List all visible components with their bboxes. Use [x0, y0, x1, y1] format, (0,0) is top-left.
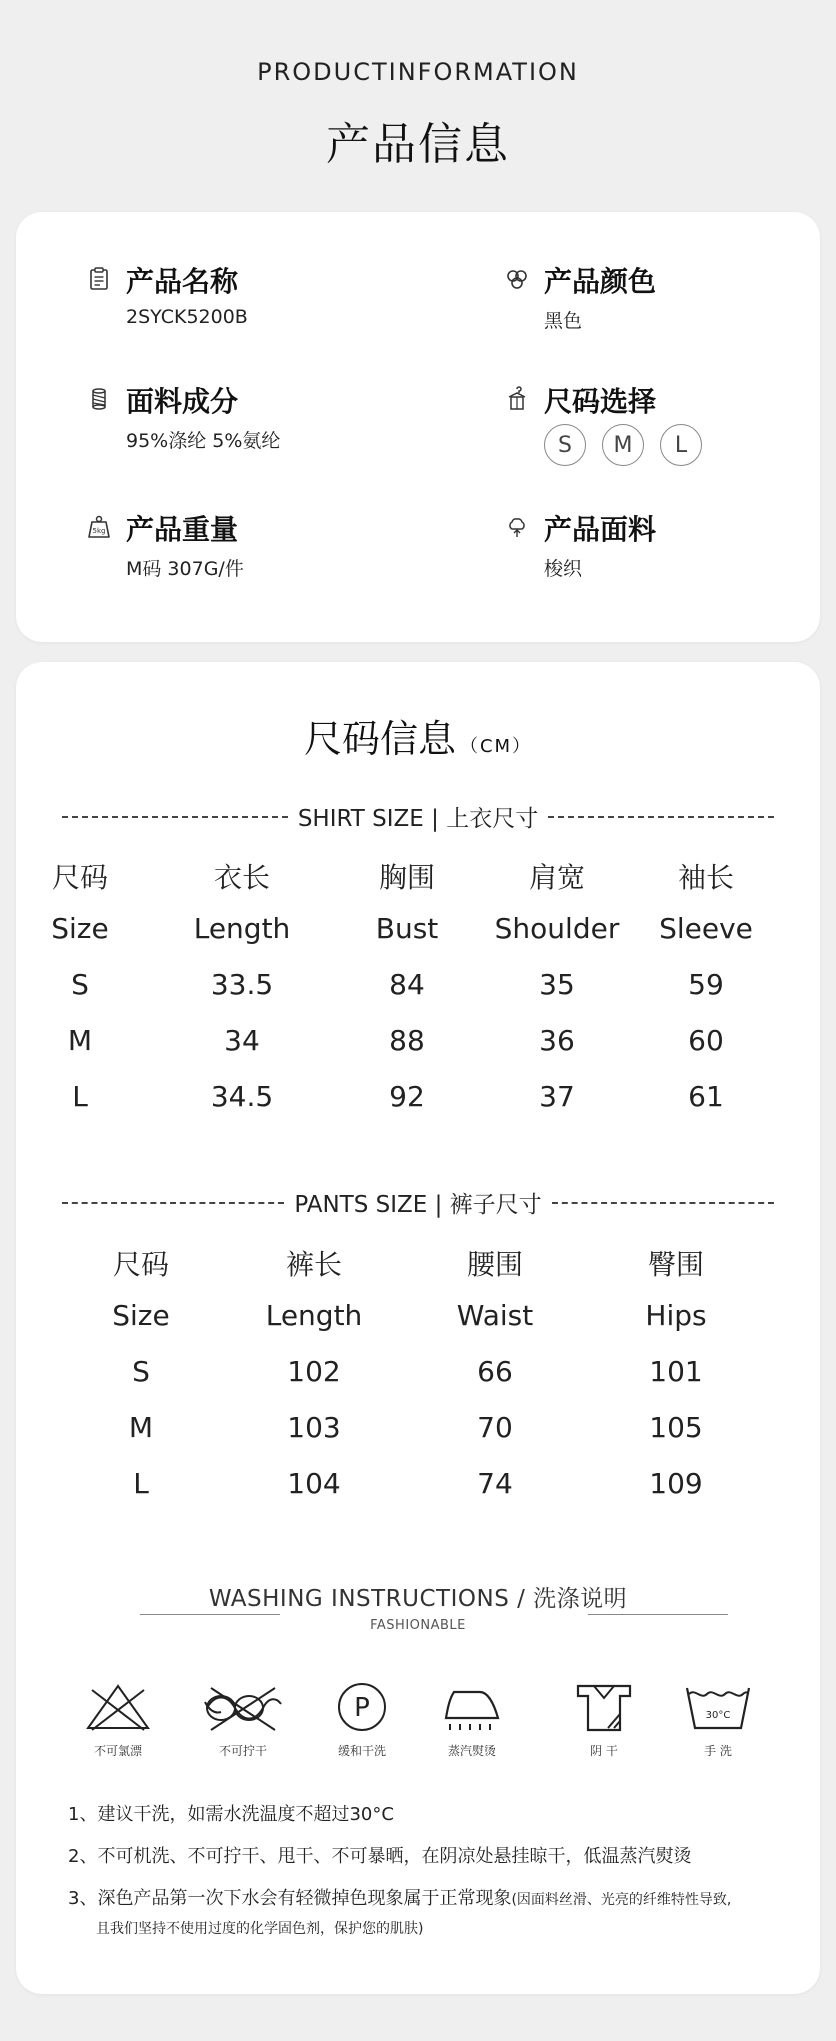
table-cell: 34 [224, 1024, 260, 1057]
steam-iron-icon [440, 1680, 504, 1734]
info-title: 尺码选择 [544, 385, 657, 418]
table-cell: 104 [287, 1467, 341, 1500]
svg-text:5kg: 5kg [92, 527, 106, 535]
wash-symbol-gentle-dry-clean [302, 1680, 422, 1759]
pants-size-label: PANTS SIZE | 裤子尺寸 [294, 1192, 542, 1218]
wash-label: 缓和干洗 [337, 1744, 386, 1758]
table-row [0, 1355, 836, 1411]
page-header [0, 0, 836, 205]
table-cell: S [71, 968, 89, 1001]
size-option-s[interactable]: S [544, 424, 586, 466]
washing-note: 1、建议干洗，如需水洗温度不超过30°C [68, 1804, 394, 1825]
washing-subtitle: FASHIONABLE [370, 1618, 466, 1633]
table-cell: 36 [539, 1024, 575, 1057]
table-cell: 84 [389, 968, 425, 1001]
pants-size-divider [62, 1186, 774, 1219]
size-section-title [0, 708, 836, 763]
table-cell: 74 [477, 1467, 513, 1500]
table-header-row [0, 1299, 836, 1355]
dashed-line [62, 1202, 284, 1204]
table-header-cell: Length [265, 1299, 363, 1332]
table-cell: 109 [649, 1467, 703, 1500]
table-cell: 33.5 [210, 968, 274, 1001]
table-cell: 70 [477, 1411, 513, 1444]
product-info-card [16, 212, 820, 642]
washing-note-aside: (因面料丝滑、光亮的纤维特性导致, [511, 1892, 732, 1908]
table-cell: L [72, 1080, 88, 1113]
info-title: 产品重量 [126, 513, 239, 546]
table-header-cell: 肩宽 [528, 861, 586, 894]
size-option-l[interactable]: L [660, 424, 702, 466]
wash-symbol-hand-wash [658, 1680, 778, 1759]
wash-symbol-steam-iron [412, 1680, 532, 1759]
table-header-cell: Bust [375, 912, 439, 945]
info-title: 产品面料 [544, 513, 657, 546]
info-title: 产品名称 [126, 265, 239, 298]
weight-icon [86, 514, 112, 540]
table-header-cell: Shoulder [494, 912, 620, 945]
table-cell: M [67, 1024, 93, 1057]
table-row [0, 1080, 836, 1136]
table-header-cell: 腰围 [466, 1248, 524, 1281]
table-cell: 92 [389, 1080, 425, 1113]
table-cell: 101 [649, 1355, 703, 1388]
table-row [0, 1467, 836, 1523]
table-header-cell: Hips [645, 1299, 707, 1332]
header-chinese-title: 产品信息 [326, 119, 510, 170]
size-option-m[interactable]: M [602, 424, 644, 466]
table-header-row [0, 912, 836, 968]
wash-symbol-shade-dry [544, 1680, 664, 1759]
table-header-cell: Length [193, 912, 291, 945]
wash-label: 手 洗 [704, 1744, 732, 1758]
no-bleach-icon [82, 1680, 154, 1734]
dashed-line [548, 816, 774, 818]
table-cell: 88 [389, 1024, 425, 1057]
wash-label: 不可氯漂 [93, 1744, 142, 1758]
shirt-size-table [0, 856, 836, 1136]
table-header-cell: 臀围 [647, 1248, 705, 1281]
table-cell: 105 [649, 1411, 703, 1444]
table-header-row [0, 1243, 836, 1299]
table-header-cell: 尺码 [112, 1248, 170, 1281]
info-value: M码 307G/件 [126, 558, 244, 580]
wash-symbol-no-wring [183, 1680, 303, 1759]
table-cell: 103 [287, 1411, 341, 1444]
cotton-icon [504, 514, 530, 540]
hand-wash-temperature: 30°C [705, 1710, 731, 1721]
table-cell: M [128, 1411, 154, 1444]
yarn-spool-icon [86, 386, 112, 412]
wash-symbol-no-bleach [58, 1680, 178, 1759]
table-header-cell: Sleeve [659, 912, 753, 945]
table-cell: 61 [688, 1080, 724, 1113]
washing-title-underline [140, 1614, 280, 1615]
table-header-cell: 胸围 [378, 861, 436, 894]
washing-title-underline [588, 1614, 728, 1615]
table-header-cell: Size [51, 912, 109, 945]
clipboard-icon [86, 266, 112, 292]
table-row [0, 1024, 836, 1080]
table-cell: 102 [287, 1355, 341, 1388]
table-cell: 59 [688, 968, 724, 1001]
info-value: 95%涤纶 5%氨纶 [126, 430, 281, 452]
table-header-cell: 裤长 [285, 1248, 343, 1281]
shirt-size-divider [62, 800, 774, 833]
size-section-unit: （CM） [459, 736, 533, 757]
wash-label: 不可拧干 [218, 1744, 267, 1758]
header-english-title: PRODUCTINFORMATION [257, 58, 579, 86]
shirt-size-label: SHIRT SIZE | 上衣尺寸 [297, 806, 539, 832]
table-cell: 35 [539, 968, 575, 1001]
table-cell: 60 [688, 1024, 724, 1057]
table-header-cell: Size [112, 1299, 170, 1332]
table-cell: L [133, 1467, 149, 1500]
washing-note-main: 3、深色产品第一次下水会有轻微掉色现象属于正常现象 [68, 1888, 512, 1909]
table-row [0, 1411, 836, 1467]
washing-note [68, 1884, 731, 1910]
no-wring-icon [201, 1680, 285, 1734]
table-cell: 34.5 [210, 1080, 274, 1113]
table-header-cell: 衣长 [213, 861, 271, 894]
gentle-dry-clean-icon [335, 1680, 389, 1734]
wash-label: 蒸汽熨烫 [447, 1744, 496, 1758]
table-header-row [0, 856, 836, 912]
info-title: 产品颜色 [544, 265, 657, 298]
info-value: 黑色 [544, 310, 583, 332]
info-value: 梭织 [544, 558, 583, 580]
size-section-heading: 尺码信息 [303, 717, 456, 761]
dashed-line [62, 816, 288, 818]
hand-wash-icon [683, 1680, 753, 1734]
svg-text:P: P [354, 1693, 370, 1723]
washing-note-continued: 且我们坚持不使用过度的化学固色剂，保护您的肌肤) [96, 1921, 424, 1937]
hanger-shirt-icon [504, 386, 530, 412]
wash-label: 阴 干 [590, 1744, 618, 1758]
table-cell: S [132, 1355, 150, 1388]
table-row [0, 968, 836, 1024]
palette-icon [504, 266, 530, 292]
table-header-cell: 袖长 [677, 861, 735, 894]
shade-dry-icon [572, 1680, 636, 1734]
washing-note: 2、不可机洗、不可拧干、甩干、不可暴晒，在阴凉处悬挂晾干，低温蒸汽熨烫 [68, 1846, 692, 1867]
pants-size-table [0, 1243, 836, 1523]
info-value: 2SYCK5200B [126, 306, 248, 328]
size-options [544, 424, 702, 466]
table-cell: 37 [539, 1080, 575, 1113]
table-header-cell: 尺码 [51, 861, 109, 894]
dashed-line [552, 1202, 774, 1204]
washing-title: WASHING INSTRUCTIONS / 洗涤说明 [208, 1586, 628, 1612]
info-title: 面料成分 [126, 385, 239, 418]
table-header-cell: Waist [456, 1299, 534, 1332]
table-cell: 66 [477, 1355, 513, 1388]
